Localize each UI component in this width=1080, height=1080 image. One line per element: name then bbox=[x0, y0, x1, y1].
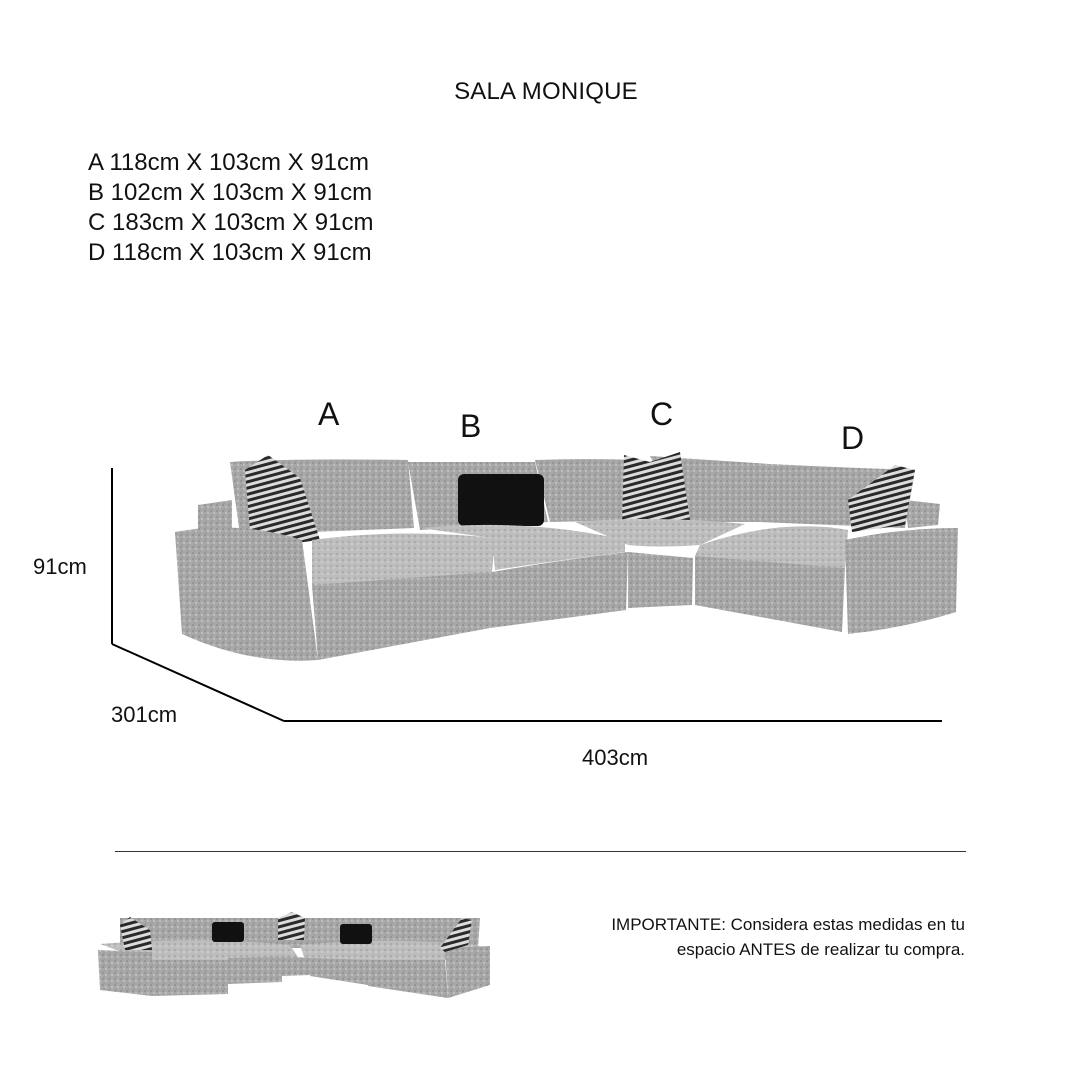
module-label-a: A bbox=[318, 396, 340, 432]
important-note-line-1: IMPORTANTE: Considera estas medidas en tu bbox=[611, 915, 965, 934]
product-title: SALA MONIQUE bbox=[454, 78, 638, 105]
module-label-d: D bbox=[841, 420, 865, 456]
depth-dimension: 301cm bbox=[111, 702, 178, 727]
important-note-line-2: espacio ANTES de realizar tu compra. bbox=[676, 940, 965, 959]
width-dimension: 403cm bbox=[582, 745, 649, 770]
module-spec-c: C 183cm X 103cm X 91cm bbox=[88, 209, 374, 236]
height-dimension: 91cm bbox=[33, 554, 87, 579]
module-spec-a: A 118cm X 103cm X 91cm bbox=[88, 149, 370, 176]
important-note bbox=[611, 912, 965, 962]
module-label-c: C bbox=[650, 396, 674, 432]
module-spec-b: B 102cm X 103cm X 91cm bbox=[88, 179, 373, 206]
module-spec-d: D 118cm X 103cm X 91cm bbox=[88, 239, 372, 266]
module-label-b: B bbox=[460, 408, 482, 444]
